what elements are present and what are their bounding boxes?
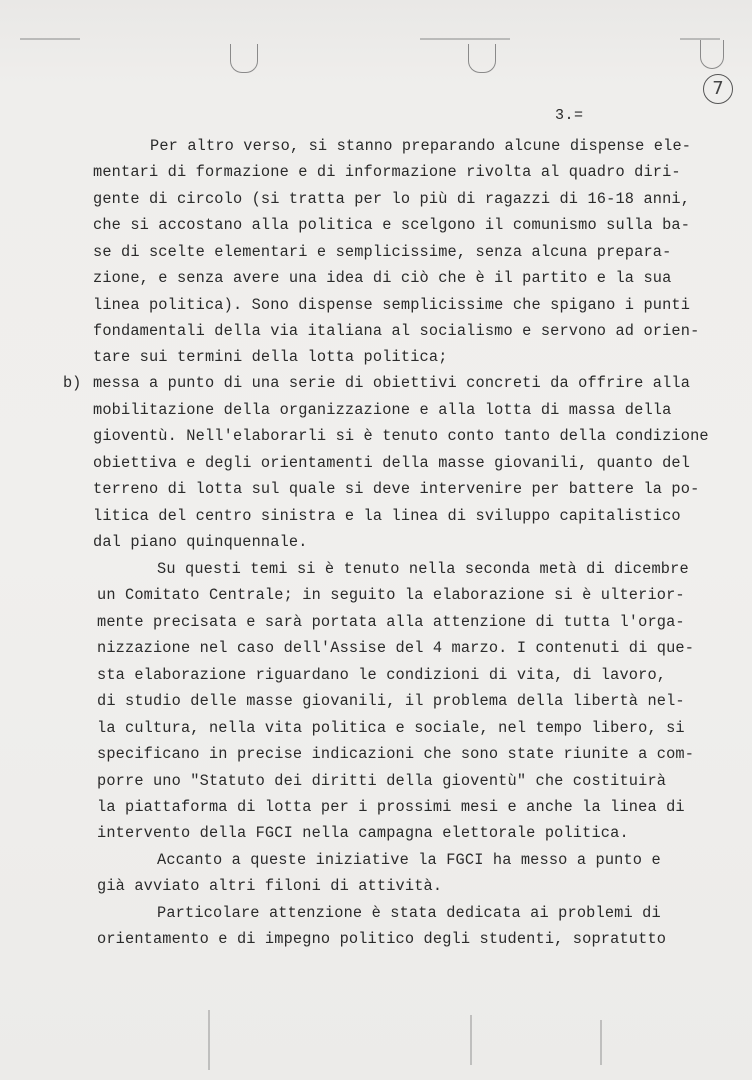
text-line: nizzazione nel caso dell'Assise del 4 marzo. I contenuti di que-	[97, 639, 695, 657]
text-line: intervento della FGCI nella campagna elettorale politica.	[97, 824, 629, 842]
top-edge-mark	[20, 38, 80, 40]
top-edge-mark	[420, 38, 510, 40]
text-line: sta elaborazione riguardano le condizioni di vita, di lavoro,	[97, 666, 667, 684]
text-line: la piattaforma di lotta per i prossimi mesi e anche la linea di	[97, 798, 685, 816]
text-line: la cultura, nella vita politica e sociale, nel tempo libero, si	[97, 719, 685, 737]
text-line: mobilitazione della organizzazione e alla lotta di massa della	[93, 401, 672, 419]
punch-hole	[230, 44, 258, 73]
bottom-edge-mark	[600, 1020, 602, 1065]
text-line: gente di circolo (si tratta per lo più di ragazzi di 16-18 anni,	[93, 190, 691, 208]
text-line: Particolare attenzione è stata dedicata ai problemi di	[157, 904, 661, 922]
bottom-edge-mark	[470, 1015, 472, 1065]
text-line: mentari di formazione e di informazione rivolta al quadro diri-	[93, 163, 681, 181]
text-line: mente precisata e sarà portata alla attenzione di tutta l'orga-	[97, 613, 685, 631]
text-line: specificano in precise indicazioni che sono state riunite a com-	[97, 745, 695, 763]
handwritten-page-mark: 7	[703, 74, 733, 104]
text-line: obiettiva e degli orientamenti della masse giovanili, quanto del	[93, 454, 691, 472]
text-line: Accanto a queste iniziative la FGCI ha messo a punto e	[157, 851, 661, 869]
punch-hole	[468, 44, 496, 73]
page-number: 3.=	[555, 107, 584, 124]
text-line: porre uno "Statuto dei diritti della gioventù" che costituirà	[97, 772, 667, 790]
text-line: se di scelte elementari e semplicissime, senza alcuna prepara-	[93, 243, 672, 261]
text-line: terreno di lotta sul quale si deve intervenire per battere la po-	[93, 480, 700, 498]
text-line: già avviato altri filoni di attività.	[97, 877, 443, 895]
text-line: linea politica). Sono dispense semplicissime che spigano i punti	[93, 296, 691, 314]
text-line: orientamento e di impegno politico degli studenti, sopratutto	[97, 930, 667, 948]
text-line: di studio delle masse giovanili, il problema della libertà nel-	[97, 692, 685, 710]
text-line: litica del centro sinistra e la linea di sviluppo capitalistico	[93, 507, 681, 525]
text-line: Per altro verso, si stanno preparando alcune dispense ele-	[150, 137, 692, 155]
text-line: zione, e senza avere una idea di ciò che è il partito e la sua	[93, 269, 672, 287]
list-marker-b: b)	[63, 374, 82, 392]
text-line: un Comitato Centrale; in seguito la elaborazione si è ulterior-	[97, 586, 685, 604]
text-line: che si accostano alla politica e scelgono il comunismo sulla ba-	[93, 216, 691, 234]
text-line: messa a punto di una serie di obiettivi concreti da offrire alla	[93, 374, 691, 392]
text-line: tare sui termini della lotta politica;	[93, 348, 448, 366]
bottom-edge-mark	[208, 1010, 210, 1070]
punch-hole	[700, 40, 724, 69]
text-line: fondamentali della via italiana al socialismo e servono ad orien-	[93, 322, 700, 340]
text-line: dal piano quinquennale.	[93, 533, 308, 551]
text-line: gioventù. Nell'elaborarli si è tenuto conto tanto della condizione	[93, 427, 709, 445]
text-line: Su questi temi si è tenuto nella seconda metà di dicembre	[157, 560, 689, 578]
